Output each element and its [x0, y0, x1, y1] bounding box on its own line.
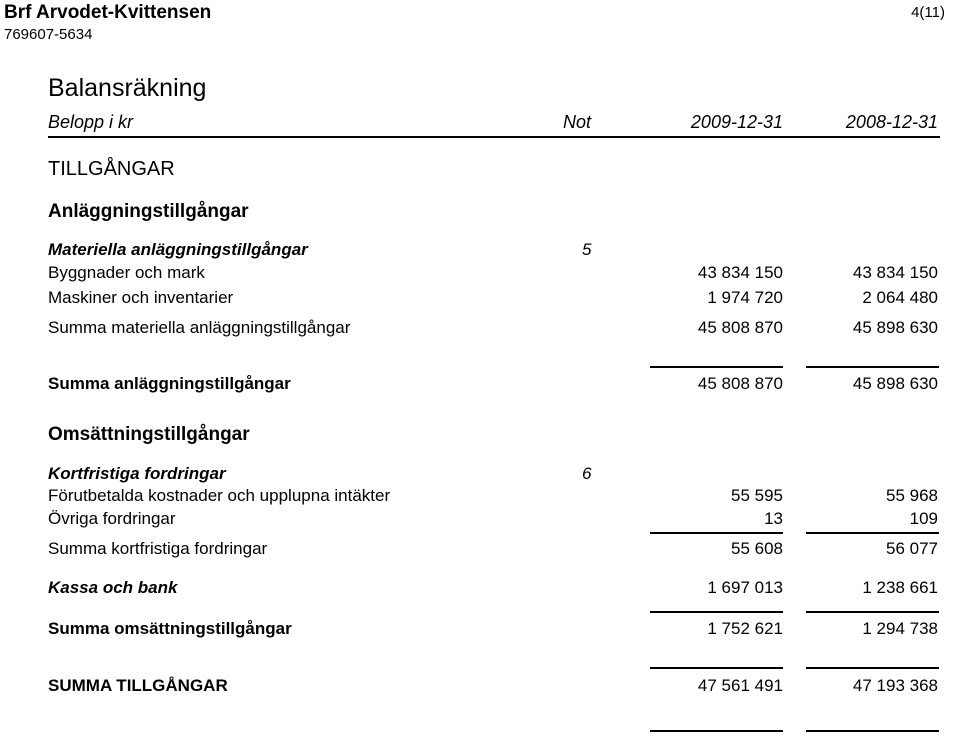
- row-value-2008: 43 834 150: [852, 263, 938, 282]
- double-underline-2009: [650, 730, 783, 732]
- row-value-2008: 47 193 368: [852, 676, 938, 695]
- organization-name: Brf Arvodet-Kvittensen: [4, 2, 212, 23]
- row-label: Kassa och bank: [48, 578, 178, 597]
- row-value-2008: 55 968: [886, 486, 938, 505]
- row-value-2009: 1 752 621: [707, 619, 783, 638]
- row-value-2009: 47 561 491: [697, 676, 783, 695]
- row-label: Maskiner och inventarier: [48, 288, 234, 307]
- row-label: Förutbetalda kostnader och upplupna intäkter: [48, 486, 391, 505]
- row-value-2008: 1 294 738: [862, 619, 938, 638]
- row-value-2008: 45 898 630: [852, 374, 938, 393]
- section-heading-fixed-assets: Anläggningstillgångar: [48, 201, 249, 222]
- row-value-2008: 1 238 661: [862, 578, 938, 597]
- underline-2009: [650, 611, 783, 613]
- row-value-2009: 55 608: [731, 539, 783, 558]
- header-rule: [48, 136, 940, 138]
- section-heading-current-assets: Omsättningstillgångar: [48, 424, 250, 445]
- row-value-2009: 43 834 150: [697, 263, 783, 282]
- underline-2009: [650, 532, 783, 534]
- row-value-2009: 55 595: [731, 486, 783, 505]
- row-label: Byggnader och mark: [48, 263, 205, 282]
- organization-number: 769607-5634: [4, 26, 93, 43]
- row-value-2008: 56 077: [886, 539, 938, 558]
- column-header-year1: 2009-12-31: [690, 112, 783, 132]
- subheading-receivables: Kortfristiga fordringar: [48, 464, 226, 483]
- underline-2009: [650, 366, 783, 368]
- note-reference: 5: [582, 240, 592, 259]
- row-value-2008: 2 064 480: [862, 288, 938, 307]
- note-reference: 6: [582, 464, 592, 483]
- row-value-2009: 45 808 870: [697, 374, 783, 393]
- section-heading-assets: TILLGÅNGAR: [48, 158, 175, 180]
- row-label: SUMMA TILLGÅNGAR: [48, 676, 228, 695]
- underline-2009: [650, 667, 783, 669]
- underline-2008: [806, 532, 939, 534]
- page-number: 4(11): [911, 4, 945, 21]
- column-header-year2: 2008-12-31: [845, 112, 938, 132]
- row-label: Summa anläggningstillgångar: [48, 374, 291, 393]
- underline-2008: [806, 366, 939, 368]
- row-value-2009: 45 808 870: [697, 318, 783, 337]
- row-value-2009: 1 697 013: [707, 578, 783, 597]
- page-title: Balansräkning: [48, 74, 207, 102]
- column-header-label: Belopp i kr: [48, 112, 134, 132]
- row-label: Summa materiella anläggningstillgångar: [48, 318, 351, 337]
- underline-2008: [806, 667, 939, 669]
- row-label: Summa kortfristiga fordringar: [48, 539, 268, 558]
- row-label: Summa omsättningstillgångar: [48, 619, 292, 638]
- row-value-2009: 13: [764, 509, 783, 528]
- row-label: Övriga fordringar: [48, 509, 176, 528]
- row-value-2009: 1 974 720: [707, 288, 783, 307]
- double-underline-2008: [806, 730, 939, 732]
- row-value-2008: 109: [909, 509, 938, 528]
- underline-2008: [806, 611, 939, 613]
- column-header-note: Not: [563, 112, 592, 132]
- subheading-tangible-assets: Materiella anläggningstillgångar: [48, 240, 308, 259]
- row-value-2008: 45 898 630: [852, 318, 938, 337]
